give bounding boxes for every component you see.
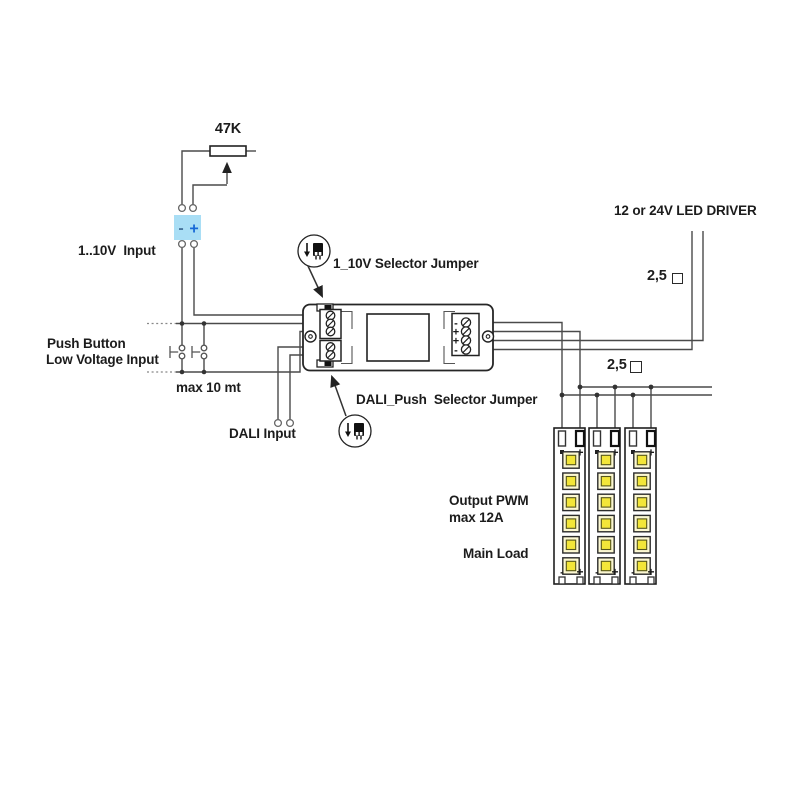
push-button-actuator	[192, 346, 200, 358]
wire-driver-plus	[472, 231, 703, 341]
output-terminal-label-2: +	[452, 326, 460, 339]
led-driver-label: 12 or 24V LED DRIVER	[614, 203, 757, 218]
dali-input-label: DALI Input	[229, 426, 296, 441]
output-pwm-label-line2: max 12A	[449, 510, 504, 525]
callout-arrow	[308, 266, 322, 296]
wire-strip-drops-plus	[580, 387, 651, 433]
output-terminal-block	[452, 314, 479, 357]
device-display	[367, 314, 429, 361]
callout-1-10v-jumper	[298, 235, 330, 296]
push-button-contact	[179, 345, 185, 351]
selector-1-10v-label: 1_10V Selector Jumper	[333, 256, 479, 271]
led-strip	[554, 428, 585, 584]
output-pwm-label-line1: Output PWM	[449, 493, 529, 508]
push-button-contact	[179, 353, 185, 359]
push-button-label-line1: Push Button	[47, 336, 126, 351]
push-button-actuator	[170, 346, 178, 358]
dimmer-device	[303, 304, 494, 371]
analog-input-label: 1..10V Input	[78, 243, 156, 258]
callout-dali-push-jumper	[332, 377, 371, 447]
max-cable-length-label: max 10 mt	[176, 380, 241, 395]
wire-gauge-output-label: 2,5	[607, 357, 627, 373]
selector-dali-push-label: DALI_Push Selector Jumper	[356, 392, 538, 407]
wire-pot-wiper-return	[193, 185, 227, 205]
wire-pot-left-lead	[182, 151, 210, 205]
wire-gauge-square-icon	[672, 273, 683, 284]
input-terminal-block-top	[320, 310, 341, 339]
analog-plus-label: +	[189, 220, 199, 238]
push-button-label-line2: Low Voltage Input	[46, 352, 159, 367]
led-strip	[589, 428, 620, 584]
push-buttons	[170, 345, 207, 359]
push-button-contact	[201, 345, 207, 351]
callout-arrow	[332, 377, 346, 416]
output-terminal-label-1: -	[454, 317, 458, 330]
analog-minus-label: -	[178, 220, 184, 237]
pot-value-label: 47K	[214, 121, 242, 137]
output-terminal-label-4: -	[454, 344, 458, 357]
circuit-diagram: + - + - + - + + -	[0, 0, 800, 800]
led-strip	[625, 428, 656, 584]
input-terminal-block-dali	[320, 341, 341, 362]
push-button-contact	[201, 353, 207, 359]
output-terminal-label-3: +	[452, 335, 460, 348]
wire-gauge-driver-label: 2,5	[647, 268, 667, 284]
analog-input-block	[174, 205, 201, 248]
wire-gauge-square-icon	[630, 361, 642, 373]
main-load-label: Main Load	[463, 546, 529, 561]
potentiometer	[210, 146, 246, 156]
